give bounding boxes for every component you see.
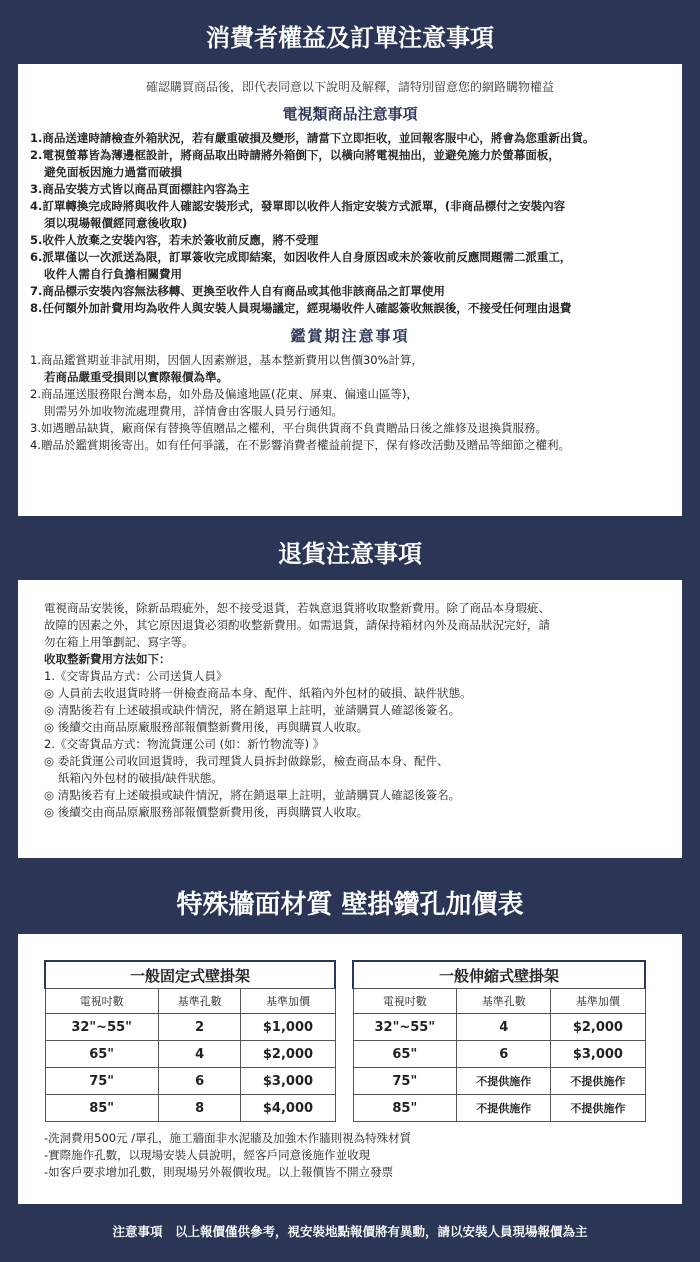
list-item: ◎ 清點後若有上述破損或缺件情況，將在銷退單上註明，並請購買人確認後簽名。 — [44, 788, 461, 802]
table-row: 85" 不提供施作 不提供施作 — [353, 1095, 645, 1122]
price-notes — [44, 1130, 411, 1181]
trial-section-title: 鑑賞期注意事項 — [290, 327, 410, 345]
intro-text: 確認購買商品後，即代表同意以下說明及解釋，請特別留意您的網路購物權益 — [145, 80, 554, 94]
telescopic-mount-title: 一般伸縮式壁掛架 — [353, 961, 645, 989]
list-item: 收取整新費用方法如下： — [44, 652, 171, 666]
table-row: 32"~55" 2 $1,000 — [45, 1014, 335, 1041]
table-row: 75" 不提供施作 不提供施作 — [353, 1068, 645, 1095]
trial-notice-list — [30, 352, 682, 454]
list-item: 8.任何額外加計費用均為收件人與安裝人員現場議定，經現場收件人確認簽收無誤後，不接受任何理由退費 — [30, 301, 572, 315]
list-item: 收件人需自行負擔相關費用 — [44, 267, 182, 281]
list-item: 紙箱內外包材的破損/缺件狀態。 — [58, 771, 223, 785]
list-item: 須以現場報價經同意後收取) — [44, 216, 188, 230]
list-item: 1.商品送達時請檢查外箱狀況，若有嚴重破損及變形，請當下立即拒收，並回報客服中心，將會為您重新出貨。 — [30, 131, 595, 145]
list-item: 故障的因素之外，其它原因退貨必須酌收整新費用。如需退貨，請保持箱材內外及商品狀況完好，請 — [44, 618, 550, 632]
list-item: 則需另外加收物流處理費用，詳情會由客服人員另行通知。 — [44, 404, 343, 418]
list-item: 5.收件人放棄之安裝內容，若未於簽收前反應，將不受理 — [30, 233, 319, 247]
list-item: ◎ 後續交由商品原廠服務部報價整新費用後，再與購買人收取。 — [44, 805, 369, 819]
tv-section-title: 電視類商品注意事項 — [282, 105, 418, 123]
col-header: 基準加價 — [551, 989, 645, 1014]
consumer-rights-panel — [18, 64, 682, 516]
list-item: ◎ 委託貨運公司收回退貨時，我司理貨人員拆封做錄影，檢查商品本身、配件、 — [44, 754, 449, 768]
list-item: 3.商品安裝方式皆以商品頁面標註內容為主 — [30, 182, 250, 196]
list-item: 2.《交寄貨品方式：物流貨運公司 (如：新竹物流等) 》 — [44, 737, 325, 751]
list-item: 4.贈品於鑑賞期後寄出。如有任何爭議，在不影響消費者權益前提下，保有修改活動及贈品等細節之權利。 — [30, 438, 570, 452]
list-item: 1.《交寄貨品方式：公司送貨人員》 — [44, 669, 228, 683]
list-item: ◎ 人員前去收退貨時將一併檢查商品本身、配件、紙箱內外包材的破損、缺件狀態。 — [44, 686, 472, 700]
table-row: 32"~55" 4 $2,000 — [353, 1014, 645, 1041]
wall-mount-panel — [18, 934, 682, 1204]
list-item: 2.商品運送服務限台灣本島，如外島及偏遠地區(花東、屏東、偏遠山區等)， — [30, 387, 418, 401]
list-item: 7.商品標示安裝內容無法移轉、更換至收件人自有商品或其他非該商品之訂單使用 — [30, 284, 445, 298]
list-item: 若商品嚴重受損則以實際報價為準。 — [44, 370, 228, 384]
tv-notice-list — [30, 130, 682, 317]
header-return: 退貨注意事項 — [278, 540, 422, 568]
table-row: 85" 8 $4,000 — [45, 1095, 335, 1122]
list-item: ◎ 清點後若有上述破損或缺件情況，將在銷退單上註明，並請購買人確認後簽名。 — [44, 703, 461, 717]
header-consumer-rights: 消費者權益及訂單注意事項 — [206, 24, 494, 52]
list-item: -如客戶要求增加孔數，則現場另外報價收現。以上報價皆不開立發票 — [44, 1165, 394, 1179]
list-item: 6.派單僅以一次派送為限，訂單簽收完成即結案，如因收件人自身原因或未於簽收前反應問題需二派重工， — [30, 250, 572, 264]
return-notice-list — [44, 600, 682, 821]
list-item: 4.訂單轉換完成時將與收件人確認安裝形式，發單即以收件人指定安裝方式派單，(非商品標付之安裝內容 — [30, 199, 566, 213]
list-item: 勿在箱上用筆劃記、寫字等。 — [44, 635, 194, 649]
list-item: 3.如遇贈品缺貨，廠商保有替換等值贈品之權利，平台與供貨商不負責贈品日後之維修及退換貨服務。 — [30, 421, 547, 435]
col-header: 基準加價 — [241, 989, 335, 1014]
footer-note: 注意事項 以上報價僅供參考，視安裝地點報價將有異動，請以安裝人員現場報價為主 — [112, 1224, 588, 1239]
fixed-mount-title: 一般固定式壁掛架 — [45, 961, 335, 989]
table-row: 65" 4 $2,000 — [45, 1041, 335, 1068]
table-row: 65" 6 $3,000 — [353, 1041, 645, 1068]
col-header: 基準孔數 — [158, 989, 241, 1014]
header-wall-mount: 特殊牆面材質 壁掛鑽孔加價表 — [176, 890, 524, 920]
col-header: 電視吋數 — [353, 989, 457, 1014]
list-item: 1.商品鑑賞期並非試用期，因個人因素辦退，基本整新費用以售價30%計算， — [30, 353, 424, 367]
return-panel — [18, 580, 682, 858]
list-item: -洗洞費用500元 /單孔，施工牆面非水泥牆及加強木作牆則視為特殊材質 — [44, 1131, 412, 1145]
list-item: -實際施作孔數，以現場安裝人員說明，經客戶同意後施作並收現 — [44, 1148, 371, 1162]
list-item: 2.電視螢幕皆為薄邊框設計，將商品取出時請將外箱倒下，以橫向將電視抽出，並避免施力於螢幕面板， — [30, 148, 560, 162]
fixed-mount-table — [44, 960, 336, 1122]
col-header: 基準孔數 — [457, 989, 551, 1014]
list-item: 電視商品安裝後，除新品瑕疵外，恕不接受退貨，若執意退貨將收取整新費用。除了商品本身瑕疵、 — [44, 601, 550, 615]
telescopic-mount-table — [352, 960, 646, 1122]
list-item: 避免面板因施力過當而破損 — [44, 165, 182, 179]
table-row: 75" 6 $3,000 — [45, 1068, 335, 1095]
col-header: 電視吋數 — [45, 989, 158, 1014]
list-item: ◎ 後續交由商品原廠服務部報價整新費用後，再與購買人收取。 — [44, 720, 369, 734]
